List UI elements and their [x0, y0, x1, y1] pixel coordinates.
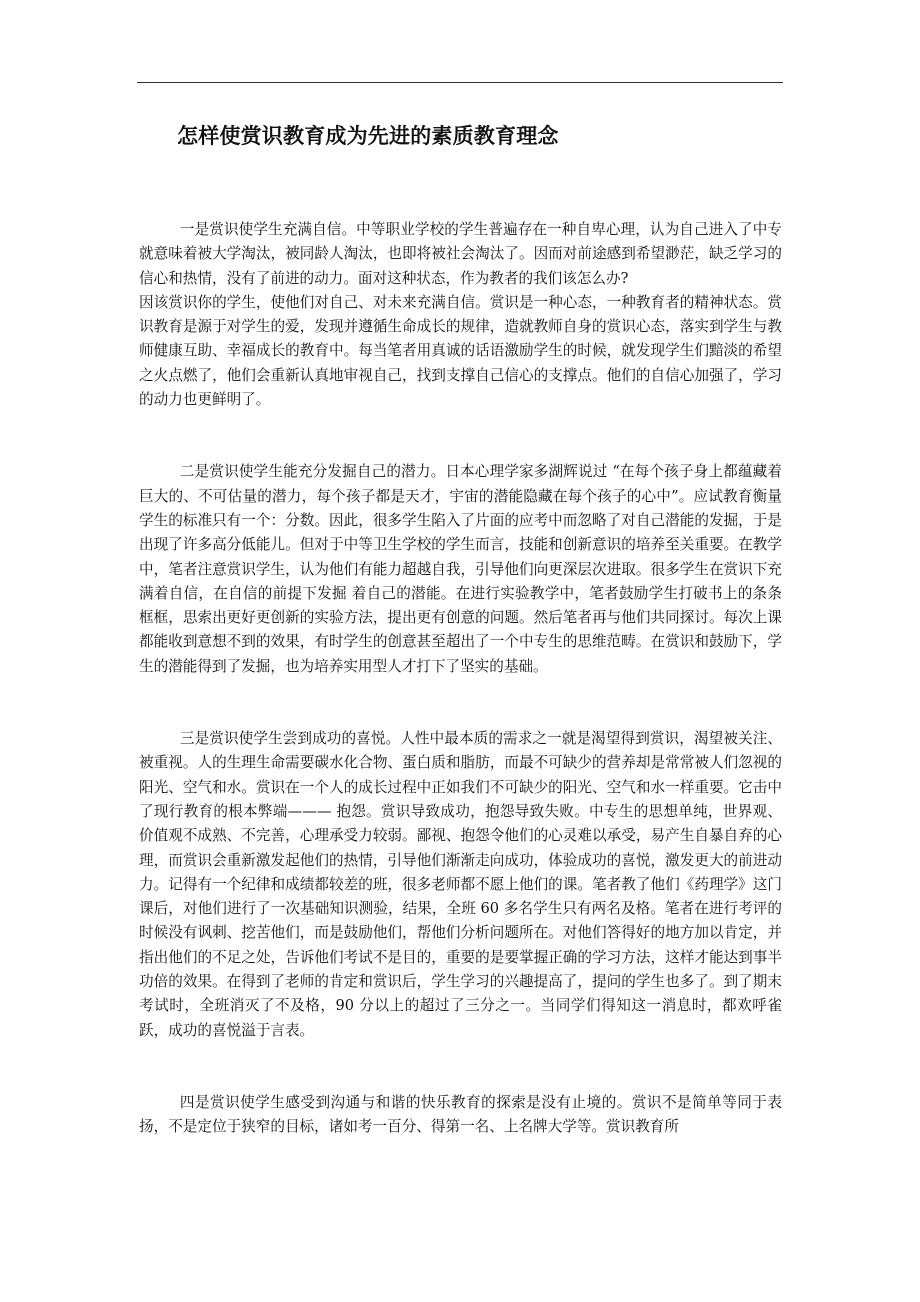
- document-body: [139, 218, 782, 1140]
- paragraph-gap: [139, 412, 782, 460]
- paragraph-confidence: 一是赏识使学生充满自信。中等职业学校的学生普遍存在一种自卑心理，认为自己进入了中专就意味着被大学淘汰，被同龄人淘汰，也即将被社会淘汰了。因而对前途感到希望渺茫，缺乏学习的信心和热情，没有了前进的动力。面对这种状态，作为教者的我们该怎么办?: [139, 221, 782, 287]
- paragraph-harmony: 四是赏识使学生感受到沟通与和谐的快乐教育的探索是没有止境的。赏识不是简单等同于表扬，不是定位于狭窄的目标，诸如考一百分、得第一名、上名牌大学等。赏识教育所: [139, 1093, 782, 1136]
- document-title: 怎样使赏识教育成为先进的素质教育理念: [177, 123, 559, 148]
- header-rule: [137, 82, 783, 83]
- paragraph-gap: [139, 679, 782, 727]
- paragraph-confidence-continued: 因该赏识你的学生，使他们对自己、对未来充满自信。赏识是一种心态，一种教育者的精神状态。赏识教育是源于对学生的爱，发现并遵循生命成长的规律，造就教师自身的赏识心态，落实到学生与教师健康互助、幸福成长的教育中。每当笔者用真诚的话语激励学生的时候，就发现学生们黯淡的希望之火点燃了，他们会重新认真地审视自己，找到支撑自己信心的支撑点。他们的自信心加强了，学习的动力也更鲜明了。: [139, 293, 782, 409]
- paragraph-gap: [139, 1043, 782, 1091]
- paragraph-success: 三是赏识使学生尝到成功的喜悦。人性中最本质的需求之一就是渴望得到赏识，渴望被关注、被重视。人的生理生命需要碳水化合物、蛋白质和脂肪，而最不可缺少的营养却是常常被人们忽视的阳光、空气和水。赏识在一个人的成长过程中正如我们不可缺少的阳光、空气和水一样重要。它击中了现行教育的根本弊端——— 抱怨。赏识导致成功，抱怨导致失败。中专生的思想单纯，世界观、价值观不成熟、不完善，心理承受力较弱。鄙视、抱怨令他们的心灵难以承受，易产生自暴自弃的心理，而赏识会重新激发起他们的热情，引导他们渐渐走向成功，体验成功的喜悦，激发更大的前进动力。记得有一个纪律和成绩都较差的班，很多老师都不愿上他们的课。笔者教了他们《药理学》这门课后，对他们进行了一次基础知识测验，结果，全班 60 多名学生只有两名及格。笔者在进行考评的时候没有讽刺、挖苦他们，而是鼓励他们，帮他们分析问题所在。对他们答得好的地方加以肯定，并指出他们的不足之处，告诉他们考试不是目的，重要的是要掌握正确的学习方法，这样才能达到事半功倍的效果。在得到了老师的肯定和赏识后，学生学习的兴趣提高了，提问的学生也多了。到了期末考试时，全班消灭了不及格，90 分以上的超过了三分之一。当同学们得知这一消息时，都欢呼雀跃，成功的喜悦溢于言表。: [139, 730, 782, 1039]
- paragraph-potential: 二是赏识使学生能充分发掘自己的潜力。日本心理学家多湖辉说过 “在每个孩子身上都蕴藏着巨大的、不可估量的潜力，每个孩子都是天才，宇宙的潜能隐藏在每个孩子的心中”。应试教育衡量学生的标准只有一个：分数。因此，很多学生陷入了片面的应考中而忽略了对自己潜能的发掘，于是出现了许多高分低能儿。但对于中等卫生学校的学生而言，技能和创新意识的培养至关重要。在教学中，笔者注意赏识学生，认为他们有能力超越自我，引导他们向更深层次进取。很多学生在赏识下充满着自信，在自信的前提下发掘 着自己的潜能。在进行实验教学中，笔者鼓励学生打破书上的条条框框，思索出更好更创新的实验方法，提出更有创意的问题。然后笔者再与他们共同探讨。每次上课都能收到意想不到的效果，有时学生的创意甚至超出了一个中专生的思维范畴。在赏识和鼓励下，学生的潜能得到了发掘，也为培养实用型人才打下了坚实的基础。: [139, 463, 782, 675]
